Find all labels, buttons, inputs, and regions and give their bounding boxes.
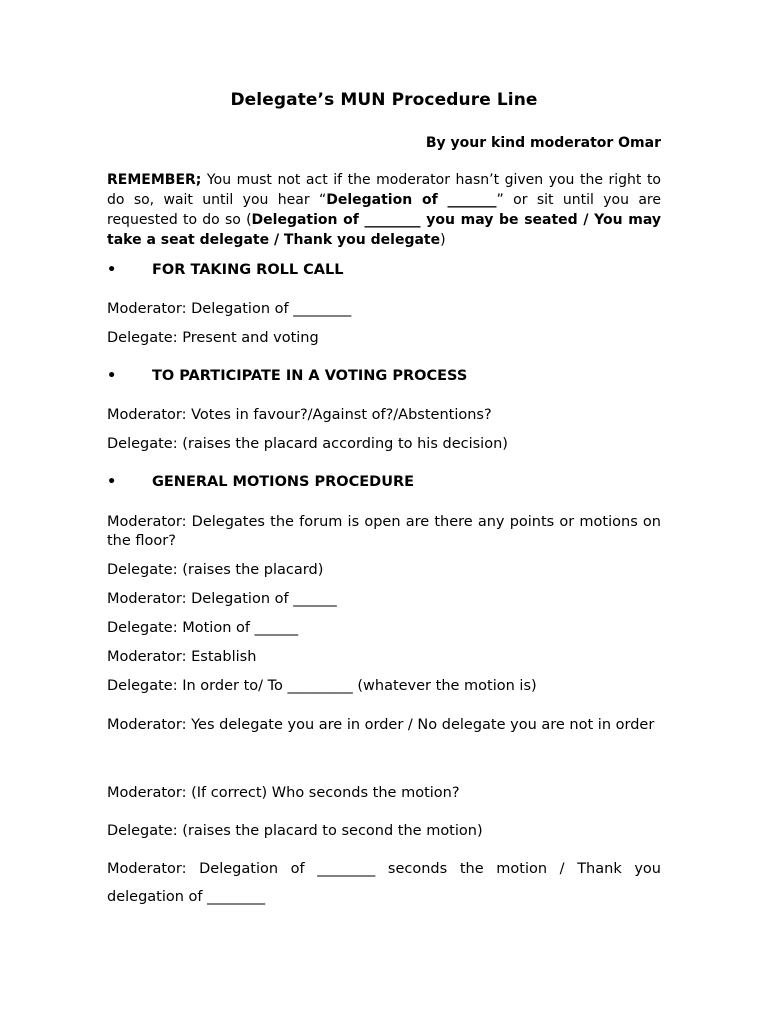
procedure-line: Delegate: Present and voting [107,330,319,346]
remember-quote-open: “ [318,192,327,208]
remember-text-1: You must not act if the moderator hasn’t given you the right to do so, wait until you hear [107,172,661,208]
procedure-line: Delegate: (raises the placard according to his decision) [107,436,508,452]
remember-bold-1: Delegation of _______ [326,192,497,208]
procedure-line: Moderator: Delegates the forum is open are there any points or motions on the floor? [107,514,661,549]
section-heading-roll-call [107,262,344,278]
procedure-line: Moderator: Delegation of ________ [107,301,352,317]
remember-text-3: ) [440,232,446,248]
procedure-line: Moderator: Delegation of ______ [107,591,337,607]
remember-bold-2: Delegation of ________ you may be seated / You may take a seat delegate / Thank you delegate [107,212,661,248]
document-title: Delegate’s MUN Procedure Line [230,90,538,110]
procedure-line: Moderator: Establish [107,649,257,665]
procedure-line: Moderator: Votes in favour?/Against of?/Abstentions? [107,407,492,423]
procedure-line: Moderator: Yes delegate you are in order / No delegate you are not in order [107,717,655,733]
bullet-icon: • [107,474,117,490]
procedure-line: Delegate: Motion of ______ [107,620,299,636]
section-heading-label: TO PARTICIPATE IN A VOTING PROCESS [152,368,468,384]
procedure-line: Moderator: (If correct) Who seconds the motion? [107,785,460,801]
procedure-line: Delegate: (raises the placard to second the motion) [107,823,483,839]
section-heading-motions [107,474,415,490]
remember-lead: REMEMBER; [107,172,202,188]
procedure-line: Delegate: (raises the placard) [107,562,324,578]
remember-paragraph [107,170,661,250]
procedure-line: Moderator: Delegation of ________ seconds the motion / Thank you delegation of ________ [107,861,661,905]
procedure-line: Delegate: In order to/ To _________ (whatever the motion is) [107,678,537,694]
document-byline: By your kind moderator Omar [425,135,661,151]
section-heading-label: GENERAL MOTIONS PROCEDURE [152,474,415,490]
bullet-icon: • [107,368,117,384]
section-heading-label: FOR TAKING ROLL CALL [152,262,344,278]
section-heading-voting [107,368,468,384]
bullet-icon: • [107,262,117,278]
remember-text-2: ” or sit until you are requested to do so ( [107,192,661,228]
